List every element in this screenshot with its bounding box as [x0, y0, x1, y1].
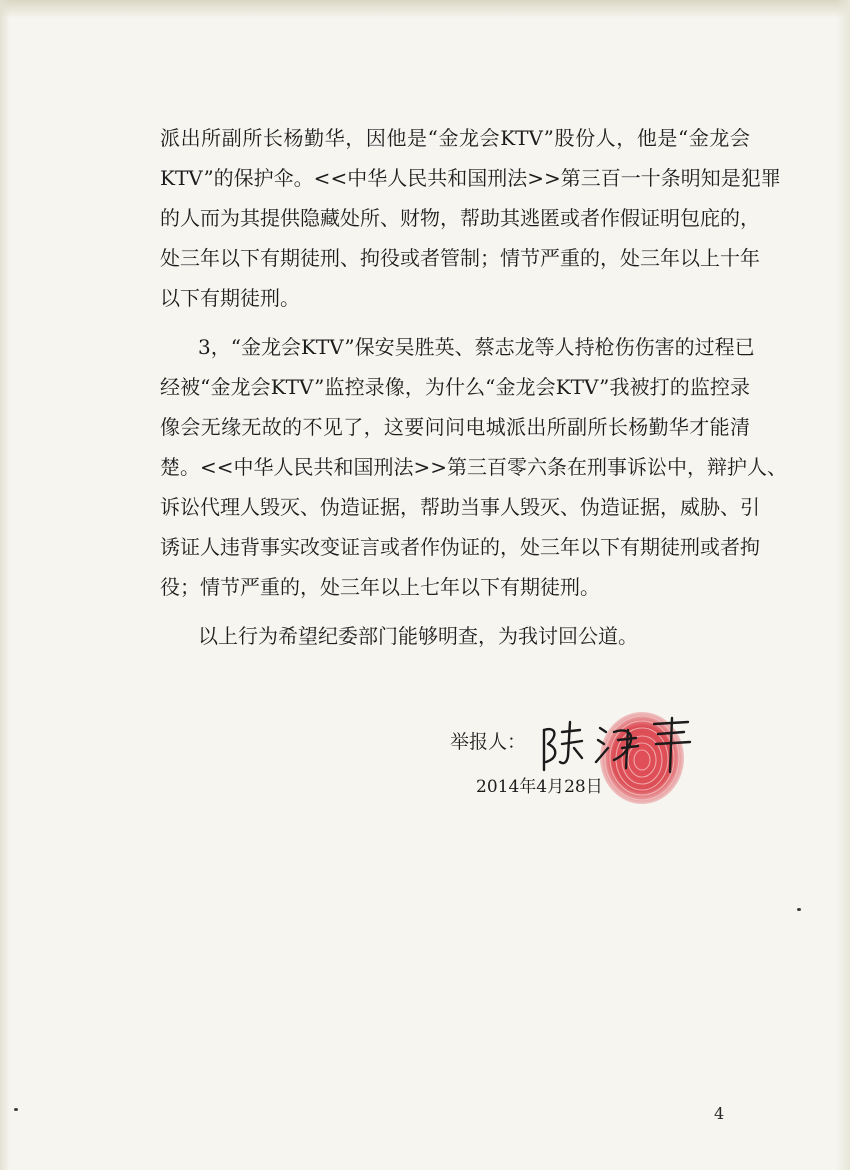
- text-line: 役；情节严重的，处三年以上七年以下有期徒刑。: [160, 575, 600, 599]
- text-line: 的人而为其提供隐藏处所、财物，帮助其逃匿或者作假证明包庇的，: [160, 206, 760, 230]
- reporter-label: 举报人：: [450, 731, 527, 753]
- scan-edge-right: [836, 0, 850, 1170]
- text-line: 处三年以下有期徒刑、拘役或者管制；情节严重的，处三年以上十年: [160, 246, 760, 270]
- closing-paragraph: [160, 616, 750, 656]
- closing-line: 以上行为希望纪委部门能够明查，为我讨回公道。: [198, 624, 638, 648]
- scan-speck: [797, 908, 801, 911]
- page-number: 4: [714, 1104, 725, 1123]
- document-body: [160, 118, 788, 656]
- scan-speck: [14, 1108, 18, 1111]
- text-line: 派出所副所长杨勤华，因他是“金龙会KTV”股份人，他是“金龙会: [160, 126, 750, 150]
- scan-edge-top: [0, 0, 850, 18]
- text-line: 诉讼代理人毁灭、伪造证据，帮助当事人毁灭、伪造证据，威胁、引: [160, 495, 760, 519]
- paragraph-1: [160, 118, 781, 318]
- report-date: 2014年4月28日: [476, 777, 603, 797]
- signature-text: 陈海丰: [538, 710, 541, 711]
- text-line: 楚。<<中华人民共和国刑法>>第三百零六条在刑事诉讼中，辩护人、: [160, 455, 788, 479]
- text-line: 诱证人违背事实改变证言或者作伪证的，处三年以下有期徒刑或者拘: [160, 535, 760, 559]
- text-line: 3，“金龙会KTV”保安吴胜英、蔡志龙等人持枪伤伤害的过程已: [198, 335, 755, 359]
- text-line: KTV”的保护伞。<<中华人民共和国刑法>>第三百一十条明知是犯罪: [160, 166, 781, 190]
- paragraph-2: [160, 327, 788, 607]
- text-line: 经被“金龙会KTV”监控录像，为什么“金龙会KTV”我被打的监控录: [160, 375, 750, 399]
- text-line: 像会无缘无故的不见了，这要问问电城派出所副所长杨勤华才能清: [160, 415, 750, 439]
- scan-edge-left: [0, 0, 10, 1170]
- text-line: 以下有期徒刑。: [160, 286, 300, 310]
